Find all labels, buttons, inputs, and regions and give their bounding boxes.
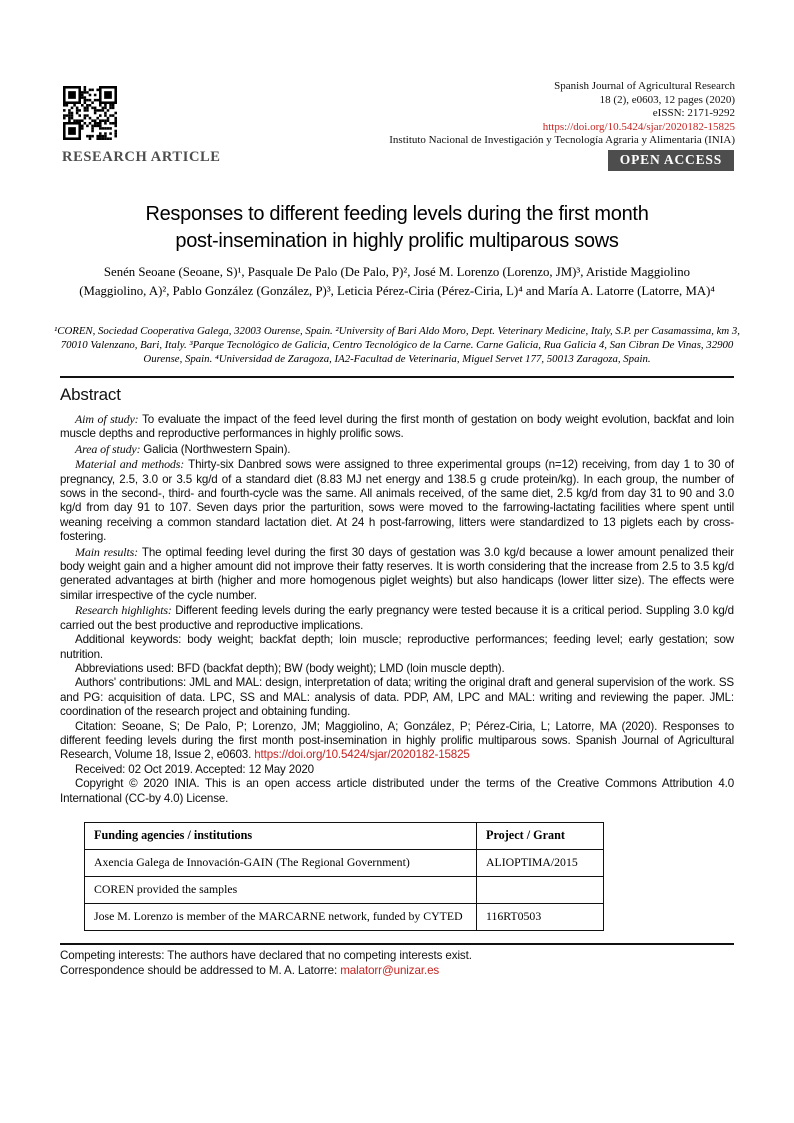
correspondence-line — [60, 963, 734, 979]
table-row — [85, 876, 604, 903]
body-paragraph — [60, 545, 734, 604]
footer-block — [60, 948, 734, 979]
body-paragraph — [60, 777, 734, 806]
author-list: Senén Seoane (Seoane, S)¹, Pasquale De Palo (De Palo, P)², José M. Lorenzo (Lorenzo, JM)³, Aristide Maggiolino (Maggiolino, A)², Pablo González (González, P)³, Leticia Pérez-Ciria (Pérez-Ciria, L)⁴ and María A. Latorre (Latorre, MA)⁴ — [79, 265, 715, 298]
journal-name: Spanish Journal of Agricultural Research — [554, 80, 735, 92]
paragraph-label: Aim of study: — [75, 412, 143, 426]
table-row — [85, 903, 604, 930]
abstract-section — [60, 384, 734, 979]
paragraph-text: To evaluate the impact of the feed level during the first month of gestation on body weight evolution, backfat and loin muscle depths and reproductive performances in highly prolific sows. — [60, 413, 735, 441]
project-grant-cell: 116RT0503 — [477, 903, 604, 930]
title-line-1: Responses to different feeding levels during the first month — [145, 203, 649, 225]
body-paragraph — [60, 603, 734, 633]
project-grant-cell — [477, 876, 604, 903]
body-paragraph — [60, 676, 734, 719]
paragraph-label: Area of study: — [75, 441, 144, 456]
page-title — [40, 201, 754, 255]
journal-issue-line: 18 (2), e0603, 12 pages (2020) — [599, 93, 735, 106]
paragraph-label: Main results: — [75, 544, 142, 559]
correspondence-email-link[interactable]: malatorr@unizar.es — [340, 964, 440, 978]
paragraph-text: Different feeding levels during the early pregnancy were tested because it is a critical period. Suppling 3.0 kg/d carried out the best productive and reproductive implications. — [60, 604, 734, 632]
table-row — [85, 849, 604, 876]
funding-agency-cell: Axencia Galega de Innovación-GAIN (The Regional Government) — [85, 849, 477, 876]
qr-code-icon — [63, 86, 117, 140]
funding-agency-cell: COREN provided the samples — [85, 876, 477, 903]
paragraph-text: Additional keywords: body weight; backfat depth; loin muscle; reproductive performances; feeding level; early gestation; sow nutrition. — [60, 633, 734, 661]
body-paragraph — [60, 662, 734, 676]
article-type-label: RESEARCH ARTICLE — [62, 149, 221, 165]
journal-info-block — [389, 80, 735, 148]
paragraph-text: Abbreviations used: BFD (backfat depth); BW (body weight); LMD (loin muscle depth). — [75, 661, 505, 675]
title-line-2: post-insemination in highly prolific multiparous sows — [175, 230, 619, 252]
header-doi-link[interactable]: https://doi.org/10.5424/sjar/2020182-15825 — [542, 120, 735, 133]
correspondence-text: Correspondence should be addressed to M. A. Latorre: — [60, 964, 341, 978]
funding-table-header: Project / Grant — [477, 822, 604, 849]
body-paragraph — [60, 457, 734, 544]
body-paragraph — [60, 442, 734, 457]
paragraph-text: The optimal feeding level during the first 30 days of gestation was 3.0 kg/d because a lower amount penalized their body weight gain and a higher amount did not improve their fatty reserves. It is worth considering that the increase from 2.5 to 3.5 kg/d generated advantages at birth (higher and more homogenous piglet weights) but also handicaps (lower litter size). The effects were similar irrespective of the cycle number. — [60, 545, 734, 602]
competing-interests: Competing interests: The authors have declared that no competing interests exist. — [60, 948, 472, 962]
paragraph-text: Copyright © 2020 INIA. This is an open access article distributed under the terms of the Creative Commons Attribution 4.0 International (CC-by 4.0) License. — [60, 777, 734, 805]
project-grant-cell: ALIOPTIMA/2015 — [477, 849, 604, 876]
funding-table-header: Funding agencies / institutions — [85, 822, 477, 849]
body-paragraph — [60, 633, 734, 662]
body-paragraph — [60, 412, 734, 442]
paragraph-text: Thirty-six Danbred sows were assigned to three experimental groups (n=12) receiving, from day 1 to 30 of pregnancy, 2.5, 3.0 or 3.5 kg/d of a standard diet (8.83 MJ net energy and 138.5 g crude protein/kg). In each group, the number of sows in the second-, third- and fourth-cycle was the same. All animals received, of the same diet, 2.5 kg/d from day 31 to 90 and 3.0 kg/d from day 91 to 107. Seven days prior the parturition, sows were moved to the farrowing-lactating facilities where spent until weaning receiving a common standard lactation diet. At 24 h post-farrowing, litters were standardized to 13 piglets each by cross-fostering. — [60, 458, 734, 544]
paragraph-text: Received: 02 Oct 2019. Accepted: 12 May 2020 — [75, 762, 314, 776]
divider-top — [60, 376, 734, 378]
paragraph-text: Citation: Seoane, S; De Palo, P; Lorenzo, JM; Maggiolino, A; González, P; Pérez-Ciria, L; Latorre, MA (2020). Responses to different feeding levels during the first month post-insemination in highly prolific multiparous sows. Spanish Journal of Agricultural Research, Volume 18, Issue 2, e0603. — [60, 719, 734, 762]
abstract-heading: Abstract — [60, 385, 121, 404]
body-paragraph — [60, 720, 734, 763]
paragraph-text: Galicia (Northwestern Spain). — [143, 442, 291, 456]
body-paragraph — [60, 763, 734, 777]
journal-eissn: eISSN: 2171-9292 — [652, 107, 735, 119]
paragraph-label: Research highlights: — [75, 603, 176, 618]
divider-bottom — [60, 943, 734, 945]
journal-institute: Instituto Nacional de Investigación y Tecnología Agraria y Alimentaria (INIA) — [389, 134, 735, 146]
abstract-paragraphs — [60, 412, 734, 806]
open-access-badge: OPEN ACCESS — [608, 150, 734, 171]
citation-doi-link[interactable]: https://doi.org/10.5424/sjar/2020182-15825 — [254, 748, 470, 762]
funding-table — [84, 822, 604, 931]
paragraph-text: Authors' contributions: JML and MAL: design, interpretation of data; writing the original draft and general supervision of the work. SS and PG: acquisition of data. LPC, SS and MAL: analysis of data. PDP, AM, LPC and MAL: writing and reviewing the paper. JML: coordination of the research project and obtaining funding. — [60, 676, 734, 719]
funding-agency-cell: Jose M. Lorenzo is member of the MARCARNE network, funded by CYTED — [85, 903, 477, 930]
affiliations: ¹COREN, Sociedad Cooperativa Galega, 32003 Ourense, Spain. ²University of Bari Aldo Moro, Dept. Veterinary Medicine, Italy, S.P. per Casamassima, km 3, 70010 Valenzano, Bari, Italy. ³Parque Tecnológico de Galicia, Centro Tecnológico de la Carne. Carne Galicia, Rua Galicia 4, San Cibran De Vinas, 32900 Ourense, Spain. ⁴Universidad de Zaragoza, IA2-Facultad de Veterinaria, Miguel Servet 177, 50013 Zaragoza, Spain. — [54, 325, 740, 365]
paragraph-label: Material and methods: — [75, 457, 189, 472]
